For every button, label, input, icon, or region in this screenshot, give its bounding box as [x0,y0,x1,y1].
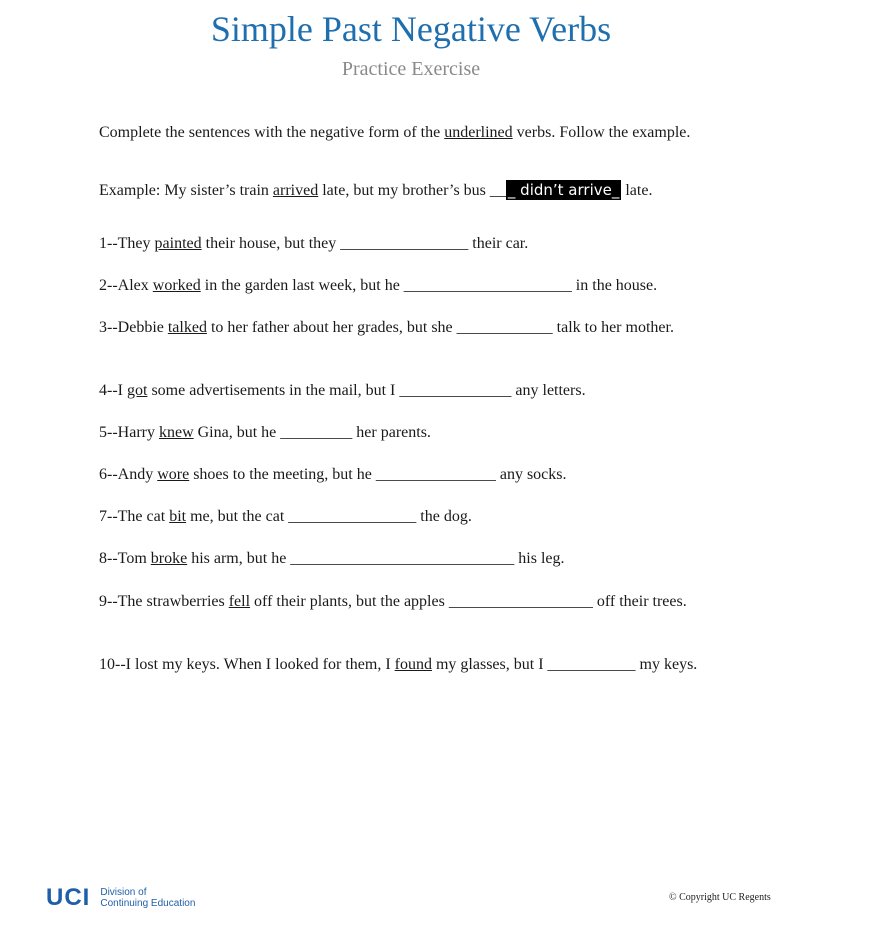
answer-blank[interactable]: _______________ [375,466,496,483]
example-answer: _ didn’t arrive_ [507,181,620,199]
uci-wordmark: UCI [46,884,91,911]
sentence-verb: painted [154,235,202,252]
sentence-1: 1--They painted their house, but they ________________ their car. [99,235,529,252]
sentence-10: 10--I lost my keys. When I looked for them, I found my glasses, but I ___________ my keys. [99,656,698,673]
answer-blank[interactable]: _________ [280,424,353,441]
sentence-9: 9--The strawberries fell off their plants, but the apples __________________ off their trees. [99,593,687,610]
division-name: Division of Continuing Education [100,887,196,909]
example-verb: arrived [272,182,319,199]
answer-blank[interactable]: ________________ [288,508,417,525]
sentence-8: 8--Tom broke his arm, but he ____________________________ his leg. [99,550,565,567]
sentence-2: 2--Alex worked in the garden last week, but he _____________________ in the house. [99,277,658,294]
sentence-4: 4--I got some advertisements in the mail, but I ______________ any letters. [99,382,586,399]
sentence-verb: fell [228,593,251,610]
sentence-7: 7--The cat bit me, but the cat ________________ the dog. [99,508,472,525]
sentence-3: 3--Debbie talked to her father about her grades, but she ____________ talk to her mother. [99,319,674,336]
sentence-verb: found [394,656,432,673]
answer-blank[interactable]: ________________ [340,235,469,252]
sentence-6: 6--Andy wore shoes to the meeting, but he _______________ any socks. [99,466,567,483]
answer-blank[interactable]: ____________________________ [290,550,515,567]
sentence-verb: wore [157,466,190,483]
page-subtitle: Practice Exercise [341,58,481,80]
page-title: Simple Past Negative Verbs [210,9,612,49]
sentence-verb: knew [158,424,194,441]
answer-blank[interactable]: ____________ [456,319,553,336]
sentence-verb: bit [169,508,187,525]
example-line: Example: My sister’s train arrived late, but my brother’s bus __ _ didn’t arrive_ late. [99,181,653,199]
answer-blank[interactable]: __________________ [448,593,593,610]
answer-blank[interactable]: ______________ [399,382,512,399]
instructions: Complete the sentences with the negative form of the underlined verbs. Follow the example. [99,124,691,141]
sentence-5: 5--Harry knew Gina, but he _________ her parents. [99,424,431,441]
underlined-word: underlined [444,124,513,141]
uci-logo [46,884,195,912]
sentence-verb: worked [152,277,201,294]
copyright-notice: © Copyright UC Regents [669,892,771,903]
answer-blank[interactable]: ___________ [547,656,636,673]
answer-blank[interactable]: _____________________ [403,277,572,294]
sentence-verb: talked [167,319,207,336]
sentence-verb: got [126,382,148,399]
sentence-verb: broke [150,550,188,567]
